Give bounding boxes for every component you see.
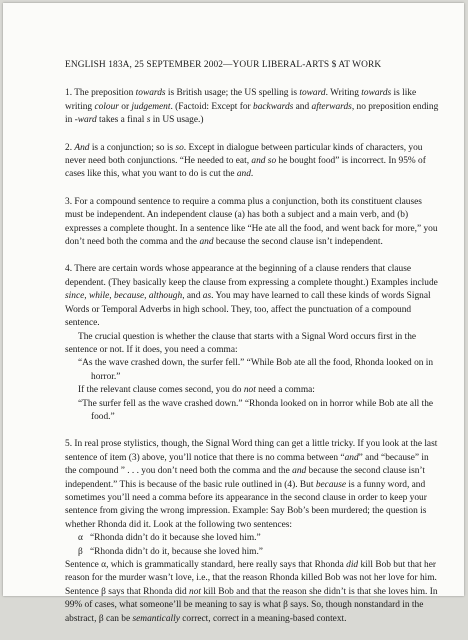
item-4 [65,263,440,424]
item-4-text: 4. There are certain words whose appearance at the beginning of a clause renders that clause dependent. (They basically keep the clause from expressing a complete thought.) Examples include since, while, because, although, and as. You may have learned to call these kinds of words Signal Words or Temporal Adverbs in high school. They, too, affect the punctuation of a compound sentence. [65,264,438,329]
item-5-conclusion: Sentence α, which is grammatically standard, here really says that Rhonda did kill Bob but that her reason for the murder wasn’t love, i.e., that the reason Rhonda killed Bob was not her love for him. Sentence β says that Rhonda did not kill Bob and that the reason she didn’t is that she loves him. In 99% of cases, what someone’ll be meaning to say is what β says. So, though nonstandard in the abstract, β can be semantically correct, correct in a meaning-based context. [65,560,438,624]
item-5-text: 5. In real prose stylistics, though, the Signal Word thing can get a little tricky. If you look at the last sentence of item (3) above, you’ll notice that there is no comma between “and” and “because” in the compound ” . . . you don’t need both the comma and the and because the second clause isn’t independent.” This is because of the basic rule outlined in (4). But because is a funny word, and sometimes you’ll need a comma before its appearance in the second clause in order to keep your sentence from giving the wrong impression. Example: Say Bob’s been murdered; the question is whether Rhonda did it. Look at the following two sentences: [65,439,438,530]
item-5 [65,438,440,626]
item-4-second: If the relevant clause comes second, you do not need a comma: [78,385,315,396]
handout-page [3,3,464,624]
item-3 [65,196,440,250]
item-5-beta: β “Rhonda didn’t do it, because she loved him.” [78,546,263,557]
item-5-alpha: α “Rhonda didn’t do it because she loved him.” [78,533,261,544]
item-1 [65,87,440,127]
item-2-text: 2. And is a conjunction; so is so. Except in dialogue between particular kinds of characters, you never need both conjunctions. “He needed to eat, and so he bought food” is incorrect. In 95% of cases like this, what you want to do is cut the and. [65,142,426,180]
item-4-example-1: “As the wave crashed down, the surfer fell.” “While Bob ate all the food, Rhonda looked on in horror.” [78,358,434,382]
item-4-example-2: “The surfer fell as the wave crashed down.” “Rhonda looked on in horror while Bob ate all the food.” [78,398,434,422]
page-title: ENGLISH 183A, 25 SEPTEMBER 2002—YOUR LIBERAL-ARTS $ AT WORK [65,60,382,70]
item-3-text: 3. For a compound sentence to require a comma plus a conjunction, both its constituent clauses must be independent. An independent clause (a) has both a subject and a main verb, and (b) expresses a complete thought. In a sentence like “He ate all the food, and went back for more,” you don’t need both the comma and the and because the second clause isn’t independent. [65,196,438,248]
item-2 [65,142,440,182]
item-1-text: 1. The preposition towards is British usage; the US spelling is toward. Writing towards is like writing colour or judgement. (Factoid: Except for backwards and afterwards, no preposition ending in -ward takes a final s in US usage.) [65,88,439,126]
handout-text [65,59,440,640]
item-4-crucial: The crucial question is whether the clause that starts with a Signal Word occurs first in the sentence or not. If it does, you need a comma: [65,331,417,355]
